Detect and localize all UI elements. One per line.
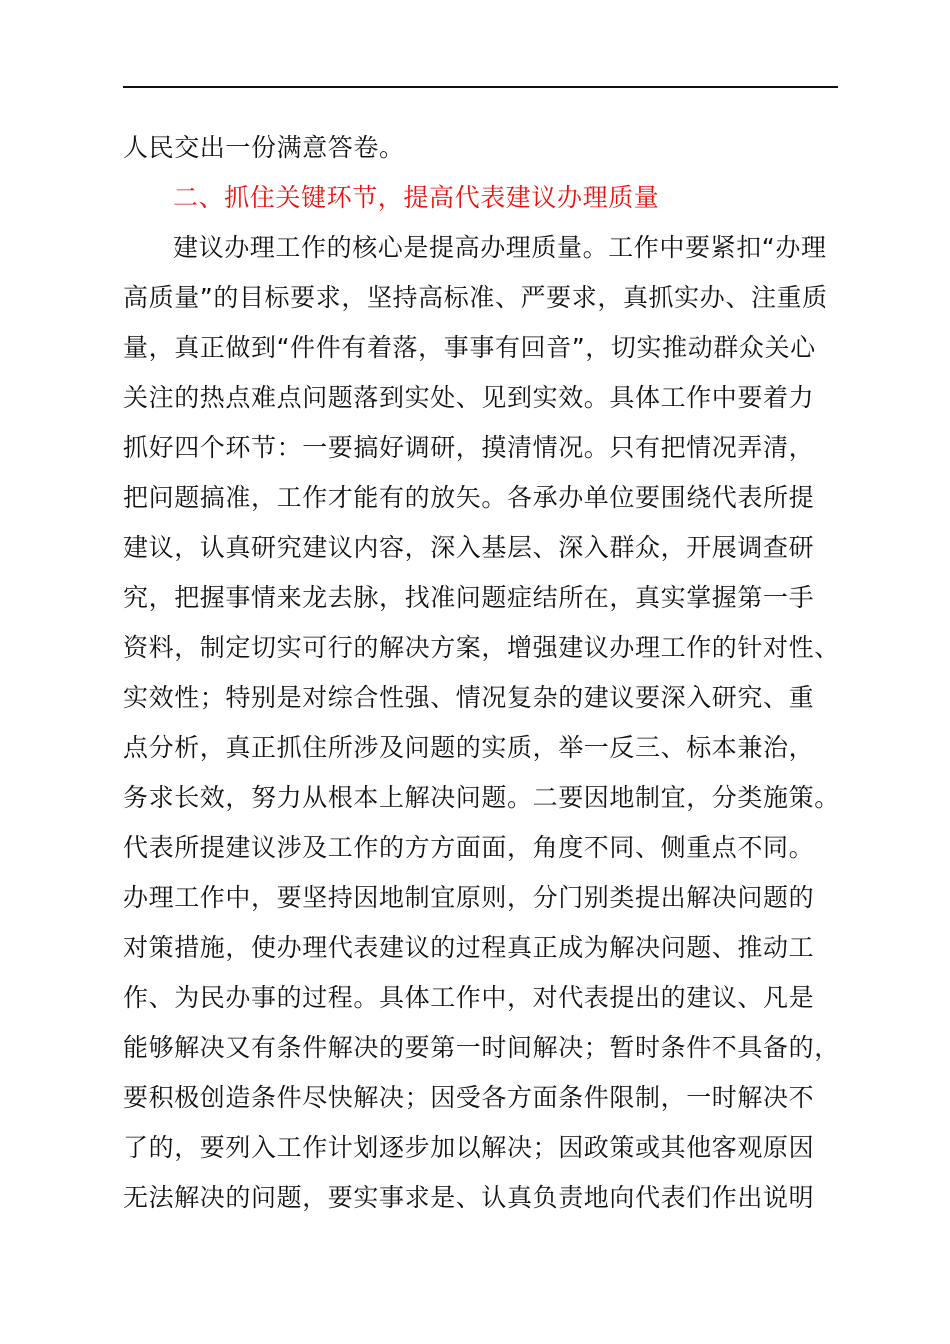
section-heading: 二、抓住关键环节，提高代表建议办理质量 (173, 183, 660, 212)
body-line: 把问题搞准，工作才能有的放矢。各承办单位要围绕代表所提 (123, 483, 815, 512)
body-line: 要积极创造条件尽快解决；因受各方面条件限制，一时解决不 (123, 1083, 815, 1112)
body-line: 无法解决的问题，要实事求是、认真负责地向代表们作出说明 (123, 1183, 815, 1212)
header-rule (123, 86, 838, 88)
body-line: 究，把握事情来龙去脉，找准问题症结所在，真实掌握第一手 (123, 583, 815, 612)
body-line: 建议办理工作的核心是提高办理质量。工作中要紧扣“办理 (173, 233, 827, 262)
body-line: 抓好四个环节：一要搞好调研，摸清情况。只有把情况弄清， (123, 433, 815, 462)
body-line: 高质量”的目标要求，坚持高标准、严要求，真抓实办、注重质 (123, 283, 828, 312)
body-line: 建议，认真研究建议内容，深入基层、深入群众，开展调查研 (123, 533, 815, 562)
body-line: 点分析，真正抓住所涉及问题的实质，举一反三、标本兼治， (123, 733, 815, 762)
body-line: 代表所提建议涉及工作的方方面面，角度不同、侧重点不同。 (123, 833, 815, 862)
body-line: 作、为民办事的过程。具体工作中，对代表提出的建议、凡是 (123, 983, 815, 1012)
body-line: 务求长效，努力从根本上解决问题。二要因地制宜，分类施策。 (123, 783, 840, 812)
body-line: 能够解决又有条件解决的要第一时间解决；暂时条件不具备的， (123, 1033, 840, 1062)
body-line: 实效性；特别是对综合性强、情况复杂的建议要深入研究、重 (123, 683, 815, 712)
body-line: 资料，制定切实可行的解决方案，增强建议办理工作的针对性、 (123, 633, 840, 662)
body-line: 办理工作中，要坚持因地制宜原则，分门别类提出解决问题的 (123, 883, 815, 912)
body-line: 对策措施，使办理代表建议的过程真正成为解决问题、推动工 (123, 933, 815, 962)
body-line: 人民交出一份满意答卷。 (123, 133, 405, 162)
body-line: 量，真正做到“件件有着落，事事有回音”，切实推动群众关心 (123, 333, 816, 362)
body-line: 了的，要列入工作计划逐步加以解决；因政策或其他客观原因 (123, 1133, 815, 1162)
body-line: 关注的热点难点问题落到实处、见到实效。具体工作中要着力 (123, 383, 815, 412)
